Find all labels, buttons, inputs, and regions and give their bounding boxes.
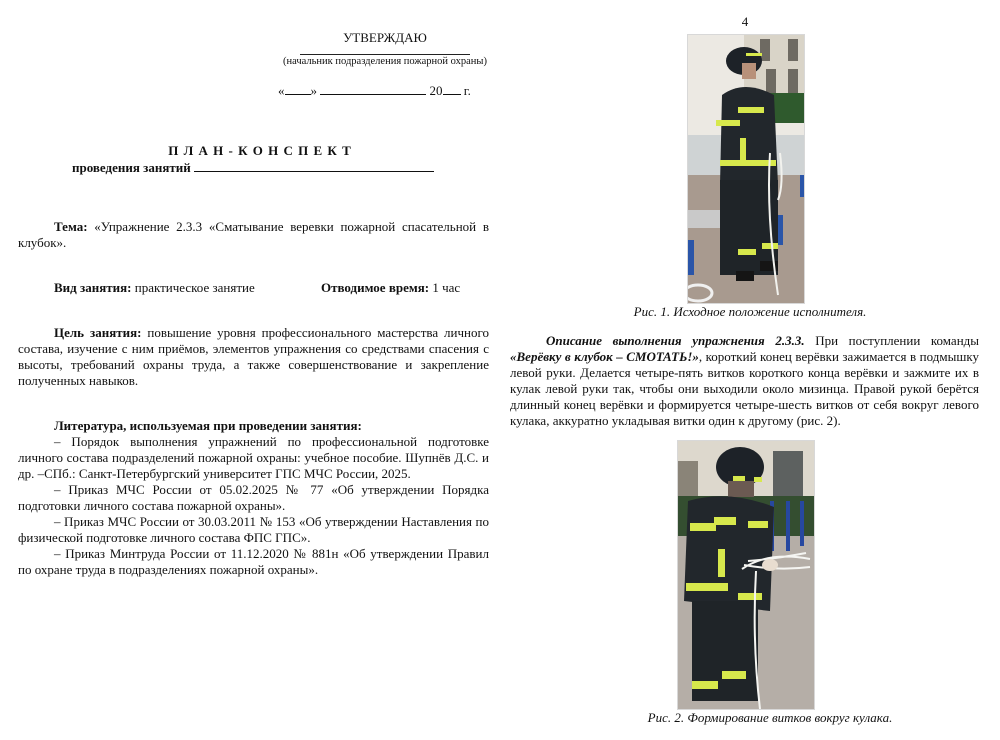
date-close-quote: » — [310, 83, 317, 98]
literature-title: Литература, используемая при проведении занятия: — [54, 418, 362, 433]
signature-line — [300, 54, 470, 55]
signer-caption: (начальник подразделения пожарной охраны) — [283, 56, 487, 67]
figure-2-photo — [677, 440, 815, 710]
literature-item: – Порядок выполнения упражнений по профессиональной подготовке личного состава подразделений пожарной охраны: учебное пособие. Шупнёв Д.С. и др. –СПб.: Санкт-Петербургский университет ГПС МЧС России, 2025. — [18, 434, 489, 481]
month-blank — [320, 82, 426, 95]
description-text: , короткий конец верёвки зажимается в подмышку левой руки. Делается четыре-пять витков короткого конца верёвки и зажмите их в кулак левой руки так, чтобы они выходили около мизинца. Правой рукой берётся длинный конец верёвки и формируется четыре-шесть витков от себя вокруг левого кулака, аккуратно укладывая витки один к другому (рис. 2). — [510, 349, 979, 428]
lesson-type-label: Вид занятия: — [54, 280, 132, 295]
figure-2-caption: Рис. 2. Формирование витков вокруг кулака. — [647, 710, 893, 725]
document-subtitle — [72, 159, 434, 176]
lesson-type-value: практическое занятие — [131, 280, 255, 295]
allotted-time-label: Отводимое время: — [321, 280, 430, 295]
approval-date — [278, 82, 498, 99]
description-command: «Верёвку в клубок – СМОТАТЬ!» — [510, 349, 699, 364]
year-blank — [443, 82, 461, 95]
goal-text: повышение уровня профессионального мастерства личного состава, изучение с ним приёмов, элементов упражнения со средствами спасения с высоты, требований охраны труда, а также совершенствование и закрепление полученных навыков. — [18, 325, 489, 388]
figure-1-photo — [687, 34, 805, 304]
lesson-type — [54, 280, 255, 296]
literature-list — [18, 434, 489, 578]
subtitle-blank — [194, 159, 434, 172]
day-blank — [285, 82, 311, 95]
literature-item: – Приказ МЧС России от 05.02.2025 № 77 «Об утверждении Порядка подготовки личного состава пожарной охраны». — [18, 482, 489, 513]
topic-paragraph — [18, 219, 489, 251]
description-intro: При поступлении команды — [804, 333, 979, 348]
description-label: Описание выполнения упражнения 2.3.3. — [546, 333, 805, 348]
literature-item: – Приказ МЧС России от 30.03.2011 № 153 «Об утверждении Наставления по физической подготовке личного состава ФПС ГПС». — [18, 514, 489, 545]
date-open-quote: « — [278, 83, 285, 98]
allotted-time — [321, 280, 460, 296]
page-number: 4 — [741, 14, 749, 29]
topic-text: «Упражнение 2.3.3 «Сматывание веревки пожарной спасательной в клубок». — [18, 219, 489, 250]
firefighter-coiling-rope-image — [678, 441, 814, 709]
allotted-time-value: 1 час — [429, 280, 461, 295]
year-suffix: г. — [463, 83, 471, 98]
approval-title: УТВЕРЖДАЮ — [343, 30, 427, 45]
description-paragraph — [510, 333, 979, 429]
goal-paragraph — [18, 325, 489, 389]
firefighter-standing-image — [688, 35, 804, 303]
topic-label: Тема: — [54, 219, 88, 234]
literature-item: – Приказ Минтруда России от 11.12.2020 № 881н «Об утверждении Правил по охране труда в подразделениях пожарной охраны». — [18, 546, 489, 577]
figure-1-caption: Рис. 1. Исходное положение исполнителя. — [633, 304, 867, 319]
goal-label: Цель занятия: — [54, 325, 142, 340]
document-title: П Л А Н - К О Н С П Е К Т — [168, 143, 352, 158]
year-prefix: 20 — [429, 83, 443, 98]
subtitle-text: проведения занятий — [72, 160, 191, 175]
